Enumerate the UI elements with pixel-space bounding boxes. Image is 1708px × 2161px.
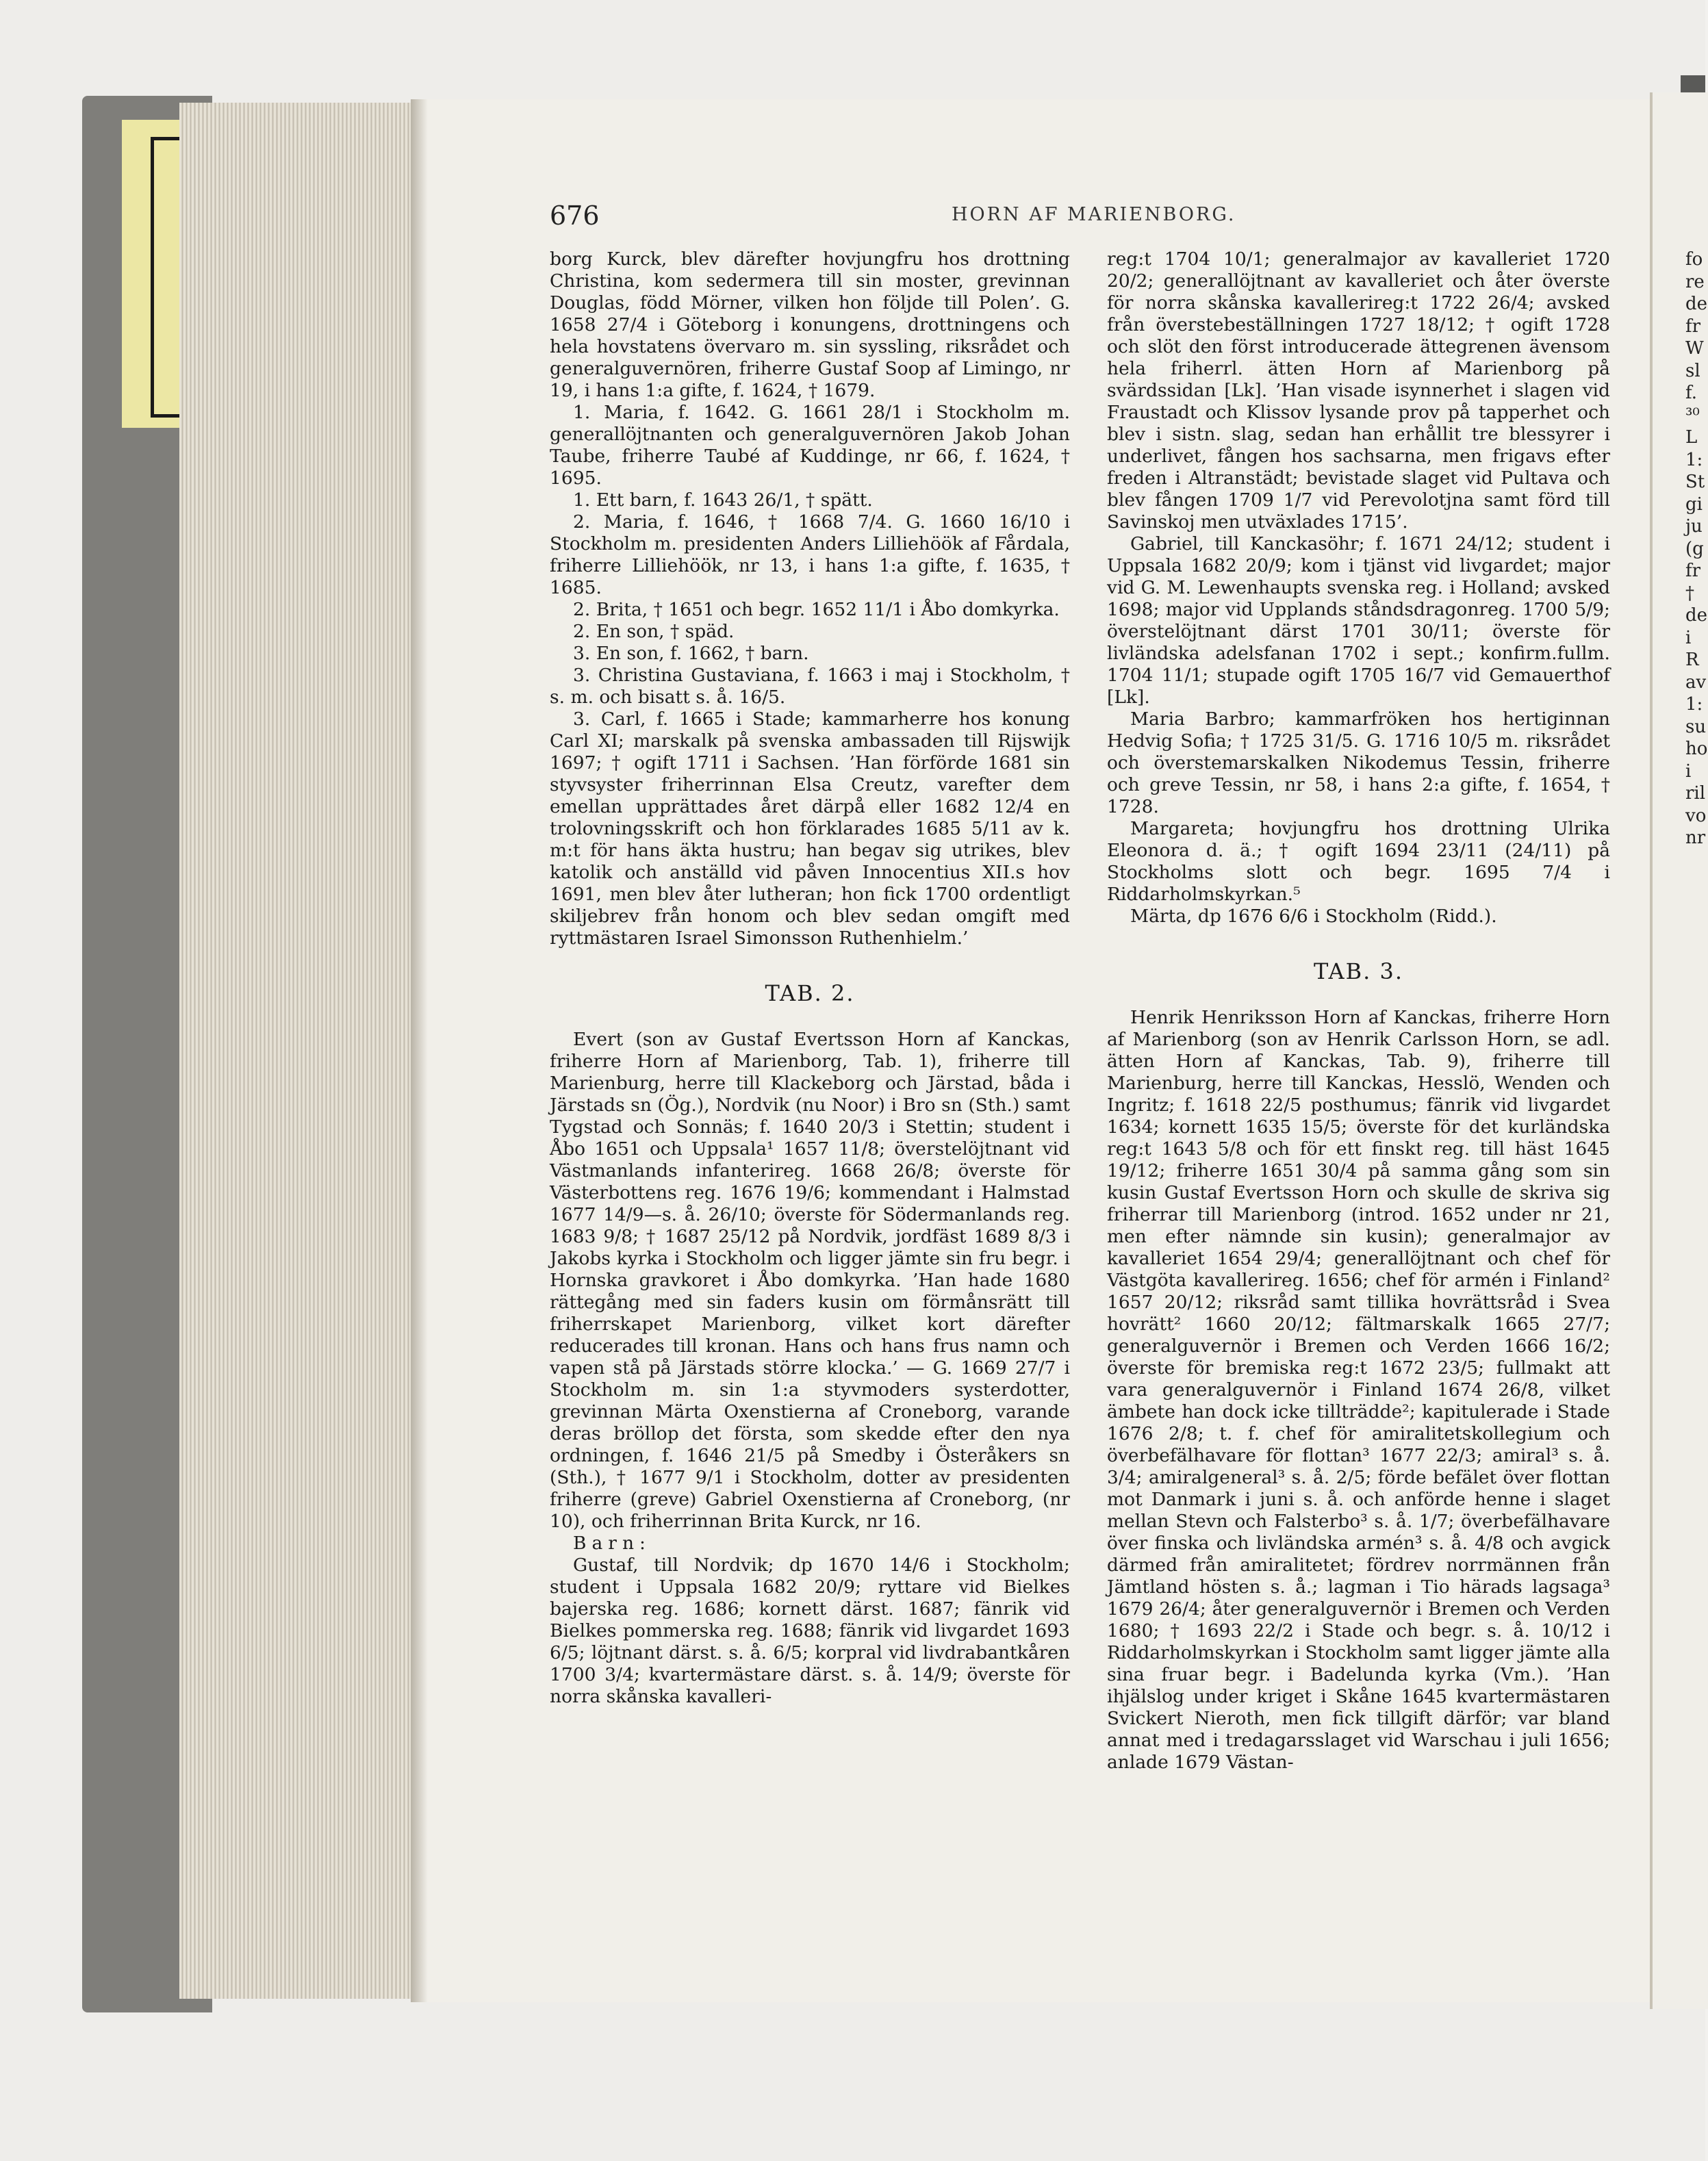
facing-fragment: ho xyxy=(1685,739,1708,759)
paragraph: Gabriel, till Kanckasöhr; f. 1671 24/12; student i Uppsala 1682 20/9; kom i tjänst vid livgardet; major vid G. M. Lewenhaupts svenska reg. i Holland; avsked 1698; major vid Upplands ståndsdragonreg. 1700 5/9; överstelöjtnant därst 1701 30/11; överste för livländska adelsfanan 1702 i sept.; konfirm.fullm. 1704 11/1; stupade ogift 1705 16/7 vid Gemauerthof [Lk]. xyxy=(1107,533,1610,708)
facing-fragment: f. xyxy=(1685,383,1697,403)
facing-fragment: re xyxy=(1685,271,1705,292)
facing-fragment: fr xyxy=(1685,316,1701,337)
section-heading: TAB. 3. xyxy=(1313,958,1404,984)
paragraph: 1. Ett barn, f. 1643 26/1, † spätt. xyxy=(573,489,873,511)
facing-fragment: de xyxy=(1685,605,1708,626)
facing-fragment: St xyxy=(1685,472,1705,492)
paragraph: 2. En son, † späd. xyxy=(573,621,735,642)
facing-page-text xyxy=(1685,248,1708,849)
facing-fragment: † xyxy=(1685,583,1694,604)
paragraph: 2. Maria, f. 1646, † 1668 7/4. G. 1660 16/10 i Stockholm m. presidenten Anders Lilliehöök af Fårdala, friherre Lilliehöök, nr 13, i hans 1:a gifte, f. 1635, † 1685. xyxy=(550,511,1070,598)
facing-fragment: ril xyxy=(1685,783,1706,804)
facing-fragment: fo xyxy=(1685,249,1703,270)
paragraph: 3. Christina Gustaviana, f. 1663 i maj i Stockholm, † s. m. och bisatt s. å. 16/5. xyxy=(550,665,1070,708)
facing-fragment: ³⁰ xyxy=(1685,405,1700,426)
facing-fragment: av xyxy=(1685,672,1707,693)
paragraph: borg Kurck, blev därefter hovjungfru hos drottning Christina, kom sedermera till sin moster, grevinnan Douglas, född Mörner, vilken hon följde till Polen’. G. 1658 27/4 i Göteborg i konungens, drottningens och hela hovstatens övervaro m. sin syssling, riksrådet och generalguvernören, friherre Gustaf Soop af Limingo, nr 19, i hans 1:a gifte, f. 1624, † 1679. xyxy=(550,248,1070,401)
paragraph: Henrik Henriksson Horn af Kanckas, friherre Horn af Marienborg (son av Henrik Carlsson Horn, se adl. ätten Horn af Kanckas, Tab. 9), friherre till Marienburg, herre till Kanckas, Hesslö, Wenden och Ingritz; f. 1618 22/5 posthumus; fänrik vid livgardet 1634; kornett 1635 15/5; överste för det kurländska reg:t 1643 5/8 och för ett finskt reg. till häst 1645 19/12; friherre 1651 30/4 på samma gång som sin kusin Gustaf Evertsson Horn och skulle de skriva sig friherrar till Marienborg (introd. 1652 under nr 21, men efter nämnde sin kusin); generalmajor av kavalleriet 1654 29/4; generallöjtnant och chef för Västgöta kavallerireg. 1656; chef för armén i Finland² 1657 20/12; riksråd samt tillika hovrättsråd i Svea hovrätt² 1660 20/12; fältmarskalk 1665 27/7; generalguvernör i Bremen och Verden 1666 16/2; överste för bremiska reg:t 1672 23/5; fullmakt att vara generalguvernör i Finland 1674 26/8, vilket ämbete han dock icke tillträdde²; kapitulerade i Stade 1676 2/8; t. f. chef för amiralitetskollegium och överbefälhavare för flottan³ 1677 22/3; amiral³ s. å. 3/4; amiralgeneral³ s. å. 2/5; förde befälet över flottan mot Danmark i juni s. å. och anförde henne i slaget mellan Stevn och Falsterbo³ s. å. 1/7; överbefälhavare över finska och livländska armén³ s. å. 4/8 och avgick därmed från amiralitetet; fördrev norrmännen från Jämtland hösten s. å.; lagman i Tio härads lagsaga³ 1679 26/4; åter generalguvernör i Bremen och Verden 1680; † 1693 22/2 i Stade och begr. s. å. 10/12 i Riddarholmskyrkan i Stockholm samt ligger jämte alla sina fruar begr. i Badelunda kyrka (Vm.). ’Han ihjälslog under kriget i Skåne 1645 kvartermästaren Svickert Nieroth, men fick tillgift därför; var bland annat med i tredagarsslaget vid Warschau i juli 1656; anlade 1679 Västan- xyxy=(1107,1007,1610,1773)
right-column xyxy=(1107,248,1610,1774)
page-edges xyxy=(179,103,419,1999)
subheading: Barn: xyxy=(573,1533,651,1554)
facing-fragment: (g xyxy=(1685,538,1704,559)
facing-fragment: vo xyxy=(1685,805,1707,826)
facing-fragment: i xyxy=(1685,627,1692,648)
paragraph: 1. Maria, f. 1642. G. 1661 28/1 i Stockholm m. generallöjtnanten och generalguvernören Jakob Johan Taube, friherre Taubé af Kuddinge, nr 66, f. 1624, † 1695. xyxy=(550,402,1070,489)
facing-fragment: 1: xyxy=(1685,694,1703,715)
gutter-shadow xyxy=(411,99,428,2002)
facing-fragment: gi xyxy=(1685,494,1703,515)
facing-fragment: su xyxy=(1685,716,1707,737)
paragraph: 2. Brita, † 1651 och begr. 1652 11/1 i Åbo domkyrka. xyxy=(573,599,1060,620)
left-column xyxy=(550,248,1070,1708)
facing-fragment: R xyxy=(1685,650,1699,670)
running-head: HORN AF MARIENBORG. xyxy=(952,204,1236,225)
facing-fragment: de xyxy=(1685,294,1708,314)
facing-fragment: i xyxy=(1685,760,1692,782)
paragraph: Gustaf, till Nordvik; dp 1670 14/6 i Stockholm; student i Uppsala 1682 20/9; ryttare vid Bielkes bajerska reg. 1686; kornett därst. 1687; fänrik vid Bielkes pommerska reg. 1688; fänrik vid livgardet 1693 6/5; löjtnant därst. s. å. 6/5; korpral vid livdrabantkåren 1700 3/4; kvartermästare därst. s. å. 14/9; överste för norra skånska kavalleri- xyxy=(550,1555,1070,1707)
facing-fragment: W xyxy=(1685,338,1704,359)
paragraph: reg:t 1704 10/1; generalmajor av kavalleriet 1720 20/2; generallöjtnant av kavalleriet och åter överste för norra skånska kavallerireg:t 1722 26/4; avsked från överstebeställningen 1727 18/12; † ogift 1728 och slöt den först introducerade ättegrenen ävensom hela friherrl. ätten Horn af Marienborg på svärdssidan [Lk]. ’Han visade isynnerhet i slagen vid Fraustadt och Klissov lysande prov på tapperhet och blev i sistn. slag, sedan han erhållit tre blessyrer i underlivet, fången hos sachsarna, men frigavs efter freden i Altranstädt; bevistade slaget vid Pultava och blev fången 1709 1/7 vid Perevolotjna samt förd till Savinskoj men utväxlades 1715’. xyxy=(1107,248,1610,533)
facing-fragment: ju xyxy=(1685,516,1703,537)
paragraph: 3. Carl, f. 1665 i Stade; kammarherre hos konung Carl XI; marskalk på svenska ambassaden till Rijswijk 1697; † ogift 1711 i Sachsen. ’Han förförde 1681 sin styvsyster friherrinnan Elsa Creutz, varefter dem emellan upprättades året därpå eller 1682 12/4 en trolovningsskrift och hon förklarades 1685 5/11 av k. m:t för hans äkta hustru; han begav sig utrikes, blev katolik och anställd vid påven Innocentius XII.s hov 1691, men blev åter lutheran; hon fick 1700 ordentligt skiljebrev från honom och blev sedan omgift med ryttmästaren Israel Simonsson Ruthenhielm.’ xyxy=(550,708,1070,949)
paragraph: Märta, dp 1676 6/6 i Stockholm (Ridd.). xyxy=(1130,906,1497,927)
paragraph: 3. En son, f. 1662, † barn. xyxy=(573,643,809,664)
page-number: 676 xyxy=(550,201,600,231)
facing-fragment: L xyxy=(1685,427,1698,448)
facing-fragment: sl xyxy=(1685,360,1700,381)
facing-fragment: nr xyxy=(1685,828,1706,848)
section-heading: TAB. 2. xyxy=(765,980,855,1006)
facing-fragment: 1: xyxy=(1685,449,1703,470)
paragraph: Evert (son av Gustaf Evertsson Horn af Kanckas, friherre Horn af Marienborg, Tab. 1), friherre till Marienburg, herre till Klackeborg och Järstad, båda i Järstads sn (Ög.), Nordvik (nu Noor) i Bro sn (Sth.) samt Tygstad och Sonnäs; f. 1640 20/3 i Stettin; student i Åbo 1651 och Uppsala¹ 1657 11/8; överstelöjtnant vid Västmanlands infanterireg. 1668 26/8; överste för Västerbottens reg. 1676 19/6; kommendant i Halmstad 1677 14/9—s. å. 26/10; överste för Södermanlands reg. 1683 9/8; † 1687 25/12 på Nordvik, jordfäst 1689 8/3 i Jakobs kyrka i Stockholm och ligger jämte sin fru begr. i Hornska gravkoret i Åbo domkyrka. ’Han hade 1680 rättegång med sin faders kusin om förmånsrätt till friherrskapet Marienborg, vilket kort därefter reducerades till kronan. Hans och hans frus namn och vapen stå på Järstads större klocka.’ — G. 1669 27/7 i Stockholm m. sin 1:a styvmoders systerdotter, grevinnan Märta Oxenstierna af Croneborg, varande deras bröllop det första, som skedde efter den nya ordningen, f. 1646 21/5 på Smedby i Österåkers sn (Sth.), † 1677 9/1 i Stockholm, dotter av presidenten friherre (greve) Gabriel Oxenstierna af Croneborg, (nr 10), och friherrinnan Brita Kurck, nr 16. xyxy=(550,1029,1070,1532)
paragraph: Margareta; hovjungfru hos drottning Ulrika Eleonora d. ä.; † ogift 1694 23/11 (24/11) på Stockholms slott och begr. 1695 7/4 i Riddarholmskyrkan.⁵ xyxy=(1107,818,1610,905)
facing-fragment: fr xyxy=(1685,561,1701,581)
paragraph: Maria Barbro; kammarfröken hos hertiginnan Hedvig Sofia; † 1725 31/5. G. 1716 10/5 m. riksrådet och överstemarskalken Nikodemus Tessin, friherre och greve Tessin, nr 58, i hans 2:a gifte, f. 1654, † 1728. xyxy=(1107,708,1610,817)
